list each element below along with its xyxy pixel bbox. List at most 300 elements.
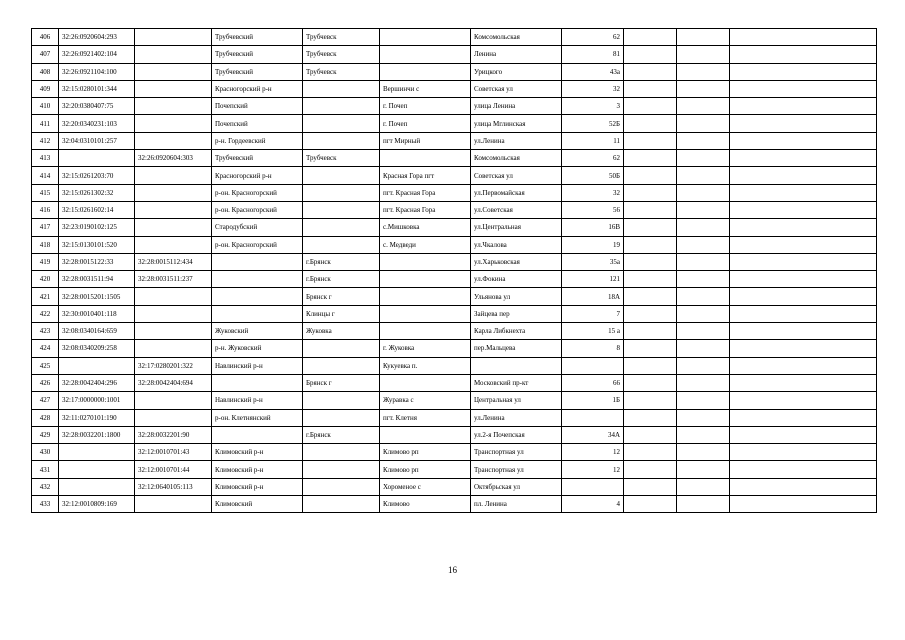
empty-cell-3 bbox=[730, 184, 877, 201]
district-cell: Красногорский р-н bbox=[212, 80, 303, 97]
table-row bbox=[32, 444, 877, 461]
house-cell: 32 bbox=[562, 184, 624, 201]
empty-cell-2 bbox=[677, 132, 730, 149]
empty-cell-2 bbox=[677, 167, 730, 184]
house-cell: 62 bbox=[562, 29, 624, 46]
empty-cell-3 bbox=[730, 426, 877, 443]
city-cell bbox=[303, 98, 380, 115]
table-row bbox=[32, 150, 877, 167]
street-cell: ул.Ленина bbox=[471, 132, 562, 149]
cadastral-number-2-cell: 32:17:0280201:322 bbox=[135, 357, 212, 374]
house-cell: 4 bbox=[562, 496, 624, 513]
row-number-cell: 410 bbox=[32, 98, 59, 115]
street-cell: ул.Первомайская bbox=[471, 184, 562, 201]
cadastral-number-cell: 32:26:0920604:293 bbox=[59, 29, 135, 46]
locality-cell: Кукуевка п. bbox=[380, 357, 471, 374]
street-cell: пл. Ленина bbox=[471, 496, 562, 513]
street-cell: ул.Чкалова bbox=[471, 236, 562, 253]
locality-cell bbox=[380, 305, 471, 322]
empty-cell-2 bbox=[677, 98, 730, 115]
district-cell: Стародубский bbox=[212, 219, 303, 236]
cadastral-number-cell: 32:28:0032201:1800 bbox=[59, 426, 135, 443]
row-number-cell: 418 bbox=[32, 236, 59, 253]
house-cell: 43а bbox=[562, 63, 624, 80]
empty-cell-1 bbox=[624, 132, 677, 149]
locality-cell bbox=[380, 46, 471, 63]
empty-cell-3 bbox=[730, 201, 877, 218]
house-cell: 32 bbox=[562, 80, 624, 97]
table-row bbox=[32, 288, 877, 305]
street-cell: Карла Либкнехта bbox=[471, 323, 562, 340]
empty-cell-2 bbox=[677, 323, 730, 340]
cadastral-number-cell: 32:15:0130101:520 bbox=[59, 236, 135, 253]
table-row bbox=[32, 426, 877, 443]
table-row bbox=[32, 115, 877, 132]
empty-cell-1 bbox=[624, 236, 677, 253]
street-cell: Советская ул bbox=[471, 80, 562, 97]
locality-cell: Хороменое с bbox=[380, 478, 471, 495]
empty-cell-1 bbox=[624, 253, 677, 270]
row-number-cell: 431 bbox=[32, 461, 59, 478]
district-cell: Трубчевский bbox=[212, 63, 303, 80]
empty-cell-2 bbox=[677, 253, 730, 270]
cadastral-number-cell: 32:08:0340209:258 bbox=[59, 340, 135, 357]
locality-cell: пгт Мирный bbox=[380, 132, 471, 149]
city-cell bbox=[303, 184, 380, 201]
table-row bbox=[32, 167, 877, 184]
empty-cell-2 bbox=[677, 201, 730, 218]
locality-cell bbox=[380, 374, 471, 391]
row-number-cell: 408 bbox=[32, 63, 59, 80]
empty-cell-1 bbox=[624, 271, 677, 288]
city-cell bbox=[303, 496, 380, 513]
cadastral-number-cell: 32:11:0270101:190 bbox=[59, 409, 135, 426]
empty-cell-1 bbox=[624, 461, 677, 478]
house-cell: 12 bbox=[562, 444, 624, 461]
row-number-cell: 419 bbox=[32, 253, 59, 270]
cadastral-number-2-cell bbox=[135, 201, 212, 218]
table-row bbox=[32, 392, 877, 409]
street-cell: ул.Советская bbox=[471, 201, 562, 218]
empty-cell-3 bbox=[730, 115, 877, 132]
house-cell: 52Б bbox=[562, 115, 624, 132]
empty-cell-3 bbox=[730, 63, 877, 80]
empty-cell-3 bbox=[730, 288, 877, 305]
row-number-cell: 412 bbox=[32, 132, 59, 149]
empty-cell-2 bbox=[677, 374, 730, 391]
street-cell: ул.2-я Почепская bbox=[471, 426, 562, 443]
empty-cell-2 bbox=[677, 305, 730, 322]
cadastral-number-cell: 32:30:0010401:118 bbox=[59, 305, 135, 322]
cadastral-number-2-cell bbox=[135, 167, 212, 184]
table-row bbox=[32, 219, 877, 236]
city-cell bbox=[303, 392, 380, 409]
empty-cell-3 bbox=[730, 98, 877, 115]
city-cell bbox=[303, 444, 380, 461]
city-cell bbox=[303, 478, 380, 495]
locality-cell: г. Почеп bbox=[380, 115, 471, 132]
cadastral-number-cell: 32:15:0261602:14 bbox=[59, 201, 135, 218]
house-cell: 62 bbox=[562, 150, 624, 167]
table-row bbox=[32, 409, 877, 426]
house-cell: 66 bbox=[562, 374, 624, 391]
district-cell: р-н. Гордеевский bbox=[212, 132, 303, 149]
empty-cell-1 bbox=[624, 219, 677, 236]
cadastral-number-2-cell bbox=[135, 340, 212, 357]
row-number-cell: 420 bbox=[32, 271, 59, 288]
table-body bbox=[32, 29, 877, 513]
street-cell: ул.Фокина bbox=[471, 271, 562, 288]
cadastral-number-2-cell bbox=[135, 80, 212, 97]
street-cell: Центральная ул bbox=[471, 392, 562, 409]
street-cell: Московский пр-кт bbox=[471, 374, 562, 391]
empty-cell-3 bbox=[730, 374, 877, 391]
locality-cell: пгт. Красная Гора bbox=[380, 201, 471, 218]
cadastral-number-2-cell bbox=[135, 496, 212, 513]
district-cell: Климовский bbox=[212, 496, 303, 513]
table-row bbox=[32, 357, 877, 374]
empty-cell-3 bbox=[730, 340, 877, 357]
empty-cell-3 bbox=[730, 323, 877, 340]
district-cell bbox=[212, 253, 303, 270]
cadastral-number-cell bbox=[59, 444, 135, 461]
table-row bbox=[32, 271, 877, 288]
table-row bbox=[32, 201, 877, 218]
house-cell: 3 bbox=[562, 98, 624, 115]
register-table bbox=[31, 28, 877, 513]
cadastral-number-cell: 32:20:0340231:103 bbox=[59, 115, 135, 132]
district-cell: р-он. Клетнянский bbox=[212, 409, 303, 426]
cadastral-number-cell: 32:26:0921104:100 bbox=[59, 63, 135, 80]
city-cell bbox=[303, 132, 380, 149]
cadastral-number-cell bbox=[59, 478, 135, 495]
empty-cell-1 bbox=[624, 46, 677, 63]
city-cell: г.Брянск bbox=[303, 271, 380, 288]
city-cell bbox=[303, 80, 380, 97]
house-cell: 1Б bbox=[562, 392, 624, 409]
row-number-cell: 416 bbox=[32, 201, 59, 218]
empty-cell-1 bbox=[624, 98, 677, 115]
city-cell bbox=[303, 340, 380, 357]
locality-cell bbox=[380, 288, 471, 305]
empty-cell-3 bbox=[730, 253, 877, 270]
empty-cell-3 bbox=[730, 461, 877, 478]
row-number-cell: 413 bbox=[32, 150, 59, 167]
locality-cell: Вершинчи с bbox=[380, 80, 471, 97]
table-row bbox=[32, 46, 877, 63]
empty-cell-2 bbox=[677, 236, 730, 253]
empty-cell-2 bbox=[677, 150, 730, 167]
cadastral-number-2-cell: 32:28:0032201:90 bbox=[135, 426, 212, 443]
cadastral-number-2-cell: 32:12:0640105:113 bbox=[135, 478, 212, 495]
empty-cell-3 bbox=[730, 132, 877, 149]
street-cell: ул.Харьковская bbox=[471, 253, 562, 270]
cadastral-number-2-cell bbox=[135, 409, 212, 426]
cadastral-number-2-cell bbox=[135, 29, 212, 46]
city-cell: г.Брянск bbox=[303, 253, 380, 270]
cadastral-number-cell: 32:20:0380407:75 bbox=[59, 98, 135, 115]
house-cell bbox=[562, 357, 624, 374]
row-number-cell: 411 bbox=[32, 115, 59, 132]
city-cell bbox=[303, 167, 380, 184]
house-cell: 121 bbox=[562, 271, 624, 288]
cadastral-number-2-cell bbox=[135, 98, 212, 115]
row-number-cell: 433 bbox=[32, 496, 59, 513]
row-number-cell: 417 bbox=[32, 219, 59, 236]
district-cell: Трубчевский bbox=[212, 150, 303, 167]
locality-cell: Климово рп bbox=[380, 444, 471, 461]
cadastral-number-2-cell: 32:26:0920604:303 bbox=[135, 150, 212, 167]
row-number-cell: 430 bbox=[32, 444, 59, 461]
locality-cell: с.Мишковка bbox=[380, 219, 471, 236]
cadastral-number-2-cell bbox=[135, 392, 212, 409]
district-cell bbox=[212, 305, 303, 322]
district-cell: р-он. Красногорский bbox=[212, 184, 303, 201]
district-cell: р-он. Красногорский bbox=[212, 236, 303, 253]
empty-cell-3 bbox=[730, 271, 877, 288]
empty-cell-3 bbox=[730, 236, 877, 253]
row-number-cell: 423 bbox=[32, 323, 59, 340]
empty-cell-2 bbox=[677, 271, 730, 288]
empty-cell-1 bbox=[624, 288, 677, 305]
cadastral-number-2-cell: 32:12:0010701:43 bbox=[135, 444, 212, 461]
empty-cell-3 bbox=[730, 29, 877, 46]
district-cell: Почепский bbox=[212, 98, 303, 115]
district-cell: Климовский р-н bbox=[212, 444, 303, 461]
row-number-cell: 429 bbox=[32, 426, 59, 443]
cadastral-number-2-cell bbox=[135, 132, 212, 149]
district-cell: Жуковский bbox=[212, 323, 303, 340]
city-cell: Трубчевск bbox=[303, 46, 380, 63]
district-cell bbox=[212, 426, 303, 443]
city-cell bbox=[303, 219, 380, 236]
empty-cell-1 bbox=[624, 29, 677, 46]
empty-cell-1 bbox=[624, 340, 677, 357]
row-number-cell: 426 bbox=[32, 374, 59, 391]
locality-cell bbox=[380, 271, 471, 288]
row-number-cell: 406 bbox=[32, 29, 59, 46]
house-cell: 19 bbox=[562, 236, 624, 253]
city-cell bbox=[303, 409, 380, 426]
empty-cell-1 bbox=[624, 374, 677, 391]
empty-cell-3 bbox=[730, 444, 877, 461]
street-cell: Октябрьская ул bbox=[471, 478, 562, 495]
cadastral-number-cell: 32:28:0031511:94 bbox=[59, 271, 135, 288]
locality-cell bbox=[380, 29, 471, 46]
empty-cell-2 bbox=[677, 46, 730, 63]
empty-cell-3 bbox=[730, 478, 877, 495]
locality-cell bbox=[380, 253, 471, 270]
table-row bbox=[32, 132, 877, 149]
city-cell bbox=[303, 115, 380, 132]
street-cell: Комсомольская bbox=[471, 29, 562, 46]
empty-cell-1 bbox=[624, 184, 677, 201]
empty-cell-2 bbox=[677, 63, 730, 80]
empty-cell-1 bbox=[624, 201, 677, 218]
empty-cell-1 bbox=[624, 392, 677, 409]
cadastral-number-2-cell bbox=[135, 63, 212, 80]
locality-cell: г. Жуковка bbox=[380, 340, 471, 357]
street-cell: Урицкого bbox=[471, 63, 562, 80]
empty-cell-1 bbox=[624, 444, 677, 461]
city-cell bbox=[303, 201, 380, 218]
empty-cell-2 bbox=[677, 340, 730, 357]
district-cell bbox=[212, 374, 303, 391]
locality-cell bbox=[380, 63, 471, 80]
house-cell: 56 bbox=[562, 201, 624, 218]
street-cell: Ульянова ул bbox=[471, 288, 562, 305]
page-number: 16 bbox=[448, 565, 457, 575]
empty-cell-3 bbox=[730, 496, 877, 513]
cadastral-number-cell: 32:15:0261302:32 bbox=[59, 184, 135, 201]
district-cell: Красногорский р-н bbox=[212, 167, 303, 184]
table-row bbox=[32, 184, 877, 201]
row-number-cell: 421 bbox=[32, 288, 59, 305]
empty-cell-2 bbox=[677, 288, 730, 305]
empty-cell-2 bbox=[677, 444, 730, 461]
house-cell: 18А bbox=[562, 288, 624, 305]
cadastral-number-cell: 32:17:0000000:1001 bbox=[59, 392, 135, 409]
empty-cell-2 bbox=[677, 219, 730, 236]
row-number-cell: 424 bbox=[32, 340, 59, 357]
district-cell: Климовский р-н bbox=[212, 478, 303, 495]
empty-cell-1 bbox=[624, 150, 677, 167]
cadastral-number-2-cell: 32:28:0031511:237 bbox=[135, 271, 212, 288]
street-cell: ул.Центральная bbox=[471, 219, 562, 236]
table-row bbox=[32, 98, 877, 115]
empty-cell-2 bbox=[677, 184, 730, 201]
street-cell bbox=[471, 357, 562, 374]
table-row bbox=[32, 340, 877, 357]
house-cell: 7 bbox=[562, 305, 624, 322]
empty-cell-3 bbox=[730, 167, 877, 184]
street-cell: пер.Мальцева bbox=[471, 340, 562, 357]
table-row bbox=[32, 305, 877, 322]
row-number-cell: 409 bbox=[32, 80, 59, 97]
cadastral-number-2-cell bbox=[135, 288, 212, 305]
locality-cell: Красная Гора пгт bbox=[380, 167, 471, 184]
table-row bbox=[32, 253, 877, 270]
empty-cell-1 bbox=[624, 357, 677, 374]
locality-cell: с. Медведи bbox=[380, 236, 471, 253]
row-number-cell: 422 bbox=[32, 305, 59, 322]
city-cell: Трубчевск bbox=[303, 63, 380, 80]
empty-cell-1 bbox=[624, 409, 677, 426]
house-cell: 8 bbox=[562, 340, 624, 357]
empty-cell-1 bbox=[624, 167, 677, 184]
house-cell: 34А bbox=[562, 426, 624, 443]
empty-cell-2 bbox=[677, 29, 730, 46]
empty-cell-3 bbox=[730, 80, 877, 97]
street-cell: ул.Ленина bbox=[471, 409, 562, 426]
house-cell: 81 bbox=[562, 46, 624, 63]
city-cell: Трубчевск bbox=[303, 29, 380, 46]
cadastral-number-2-cell bbox=[135, 323, 212, 340]
locality-cell: Климово рп bbox=[380, 461, 471, 478]
district-cell: Навлинский р-н bbox=[212, 392, 303, 409]
row-number-cell: 428 bbox=[32, 409, 59, 426]
table-row bbox=[32, 478, 877, 495]
empty-cell-2 bbox=[677, 115, 730, 132]
district-cell bbox=[212, 271, 303, 288]
city-cell: Жуковка bbox=[303, 323, 380, 340]
table-row bbox=[32, 496, 877, 513]
table-row bbox=[32, 80, 877, 97]
cadastral-number-cell: 32:28:0015201:1505 bbox=[59, 288, 135, 305]
empty-cell-2 bbox=[677, 80, 730, 97]
empty-cell-1 bbox=[624, 63, 677, 80]
cadastral-number-cell: 32:15:0261203:70 bbox=[59, 167, 135, 184]
cadastral-number-cell: 32:08:0340164:659 bbox=[59, 323, 135, 340]
empty-cell-3 bbox=[730, 150, 877, 167]
cadastral-number-2-cell: 32:28:0042404:694 bbox=[135, 374, 212, 391]
locality-cell: Климово bbox=[380, 496, 471, 513]
empty-cell-3 bbox=[730, 409, 877, 426]
empty-cell-2 bbox=[677, 478, 730, 495]
empty-cell-1 bbox=[624, 496, 677, 513]
cadastral-number-cell bbox=[59, 461, 135, 478]
city-cell: Трубчевск bbox=[303, 150, 380, 167]
street-cell: Ленина bbox=[471, 46, 562, 63]
empty-cell-1 bbox=[624, 80, 677, 97]
cadastral-number-2-cell bbox=[135, 46, 212, 63]
cadastral-number-cell: 32:12:0010809:169 bbox=[59, 496, 135, 513]
cadastral-number-2-cell: 32:12:0010701:44 bbox=[135, 461, 212, 478]
empty-cell-2 bbox=[677, 357, 730, 374]
house-cell: 16В bbox=[562, 219, 624, 236]
cadastral-number-cell: 32:04:0310101:257 bbox=[59, 132, 135, 149]
table-row bbox=[32, 461, 877, 478]
empty-cell-1 bbox=[624, 323, 677, 340]
house-cell: 11 bbox=[562, 132, 624, 149]
locality-cell bbox=[380, 323, 471, 340]
table-row bbox=[32, 236, 877, 253]
row-number-cell: 415 bbox=[32, 184, 59, 201]
city-cell bbox=[303, 461, 380, 478]
district-cell bbox=[212, 288, 303, 305]
row-number-cell: 432 bbox=[32, 478, 59, 495]
cadastral-number-cell bbox=[59, 150, 135, 167]
cadastral-number-cell: 32:28:0015122:33 bbox=[59, 253, 135, 270]
empty-cell-1 bbox=[624, 478, 677, 495]
table-row bbox=[32, 29, 877, 46]
street-cell: улица Мглинская bbox=[471, 115, 562, 132]
locality-cell: г. Почеп bbox=[380, 98, 471, 115]
district-cell: Навлинский р-н bbox=[212, 357, 303, 374]
district-cell: Климовский р-н bbox=[212, 461, 303, 478]
street-cell: Зайцева пер bbox=[471, 305, 562, 322]
empty-cell-1 bbox=[624, 305, 677, 322]
cadastral-number-cell: 32:15:0280101:344 bbox=[59, 80, 135, 97]
district-cell: Почепский bbox=[212, 115, 303, 132]
locality-cell bbox=[380, 426, 471, 443]
empty-cell-2 bbox=[677, 496, 730, 513]
street-cell: улица Ленина bbox=[471, 98, 562, 115]
street-cell: Советская ул bbox=[471, 167, 562, 184]
cadastral-number-cell: 32:28:0042404:296 bbox=[59, 374, 135, 391]
cadastral-number-2-cell bbox=[135, 305, 212, 322]
district-cell: р-н. Жуковский bbox=[212, 340, 303, 357]
cadastral-number-2-cell bbox=[135, 115, 212, 132]
street-cell: Транспортная ул bbox=[471, 444, 562, 461]
empty-cell-3 bbox=[730, 357, 877, 374]
table-row bbox=[32, 374, 877, 391]
cadastral-number-cell: 32:23:0190102:125 bbox=[59, 219, 135, 236]
city-cell bbox=[303, 357, 380, 374]
city-cell bbox=[303, 236, 380, 253]
house-cell bbox=[562, 409, 624, 426]
locality-cell: пгт. Клетня bbox=[380, 409, 471, 426]
